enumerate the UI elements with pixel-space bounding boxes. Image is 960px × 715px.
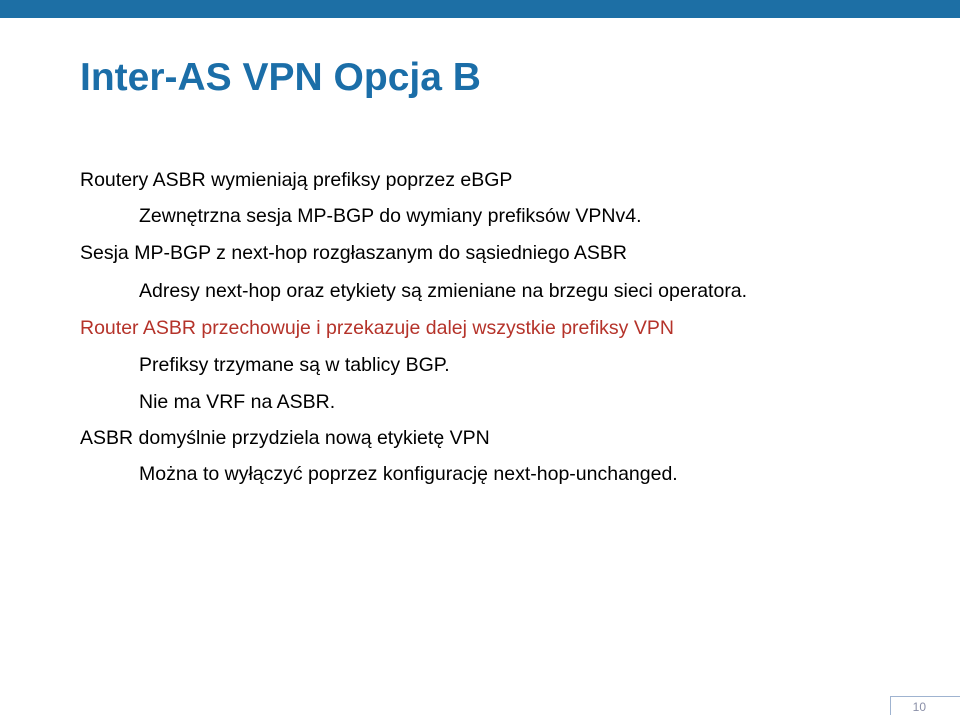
- bullet-item: Sesja MP-BGP z next-hop rozgłaszanym do sąsiedniego ASBR: [80, 242, 627, 264]
- bullet-item: ASBR domyślnie przydziela nową etykietę VPN: [80, 427, 490, 449]
- sub-bullet-item: Adresy next-hop oraz etykiety są zmieniane na brzegu sieci operatora.: [139, 280, 748, 302]
- page-number: 10: [912, 700, 926, 714]
- bullet-item: Routery ASBR wymieniają prefiksy poprzez eBGP: [80, 169, 513, 191]
- sub-bullet-item: Prefiksy trzymane są w tablicy BGP.: [139, 354, 450, 376]
- sub-bullet-item: Nie ma VRF na ASBR.: [139, 391, 336, 413]
- sub-bullet-item: Zewnętrzna sesja MP-BGP do wymiany prefiksów VPNv4.: [139, 205, 642, 227]
- sub-bullet-item: Można to wyłączyć poprzez konfigurację next-hop-unchanged.: [139, 463, 678, 485]
- bullet-item-highlight: Router ASBR przechowuje i przekazuje dalej wszystkie prefiksy VPN: [80, 317, 674, 339]
- slide-title: Inter-AS VPN Opcja B: [80, 56, 481, 99]
